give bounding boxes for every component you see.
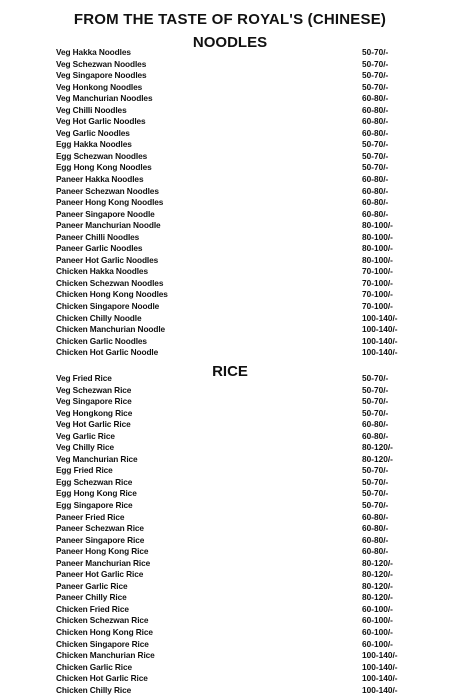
item-price: 50-70/- — [362, 465, 389, 476]
item-name: Veg Hot Garlic Noodles — [56, 116, 146, 127]
item-price: 50-70/- — [362, 396, 389, 407]
item-name: Egg Fried Rice — [56, 465, 113, 476]
menu-item-row — [56, 604, 406, 616]
item-price: 80-120/- — [362, 442, 393, 453]
item-price: 100-140/- — [362, 312, 398, 323]
menu-item-row — [56, 70, 406, 82]
item-name: Chicken Manchurian Noodle — [56, 324, 166, 335]
item-name: Veg Garlic Noodles — [56, 127, 130, 138]
item-price: 60-80/- — [362, 197, 389, 208]
item-name: Chicken Fried Rice — [56, 603, 129, 614]
menu-item-row — [56, 408, 406, 420]
item-name: Chicken Chilly Rice — [56, 684, 132, 695]
item-name: Chicken Chilly Noodle — [56, 312, 142, 323]
menu-item-row — [56, 569, 406, 581]
item-name: Paneer Chilli Noodles — [56, 231, 140, 242]
item-price: 60-80/- — [362, 93, 389, 104]
item-name: Chicken Manchurian Rice — [56, 650, 155, 661]
item-price: 50-70/- — [362, 500, 389, 511]
item-name: Veg Singapore Noodles — [56, 70, 147, 81]
item-name: Chicken Hakka Noodles — [56, 266, 148, 277]
item-price: 50-70/- — [362, 476, 389, 487]
menu-item-row — [56, 139, 406, 151]
menu-item-row — [56, 266, 406, 278]
item-price: 50-70/- — [362, 150, 389, 161]
item-name: Egg Hakka Noodles — [56, 139, 132, 150]
menu-item-row — [56, 347, 406, 359]
item-price: 80-100/- — [362, 231, 393, 242]
menu-item-row — [56, 685, 406, 697]
menu-item-row — [56, 313, 406, 325]
menu-item-row — [56, 477, 406, 489]
rice-list — [56, 373, 406, 696]
menu-item-row — [56, 116, 406, 128]
item-price: 50-70/- — [362, 488, 389, 499]
item-name: Chicken Garlic Rice — [56, 661, 133, 672]
menu-item-row — [56, 289, 406, 301]
item-name: Egg Singapore Rice — [56, 500, 133, 511]
rice-heading: RICE — [212, 363, 248, 380]
item-name: Veg Manchurian Rice — [56, 453, 138, 464]
item-price: 100-140/- — [362, 335, 398, 346]
menu-item-row — [56, 232, 406, 244]
menu-item-row — [56, 615, 406, 627]
item-name: Paneer Hakka Noodles — [56, 174, 144, 185]
item-price: 100-140/- — [362, 347, 398, 358]
item-name: Chicken Schezwan Rice — [56, 615, 149, 626]
menu-item-row — [56, 174, 406, 186]
menu-item-row — [56, 197, 406, 209]
menu-item-row — [56, 627, 406, 639]
item-price: 100-140/- — [362, 661, 398, 672]
menu-item-row — [56, 47, 406, 59]
menu-item-row — [56, 301, 406, 313]
item-price: 60-80/- — [362, 546, 389, 557]
item-price: 60-80/- — [362, 419, 389, 430]
item-name: Veg Schezwan Noodles — [56, 58, 147, 69]
item-name: Paneer Schezwan Rice — [56, 523, 144, 534]
menu-item-row — [56, 278, 406, 290]
item-name: Paneer Garlic Noodles — [56, 243, 143, 254]
menu-item-row — [56, 373, 406, 385]
menu-item-row — [56, 128, 406, 140]
menu-item-row — [56, 105, 406, 117]
menu-item-row — [56, 500, 406, 512]
item-price: 80-120/- — [362, 580, 393, 591]
menu-item-row — [56, 419, 406, 431]
menu-item-row — [56, 523, 406, 535]
item-price: 60-80/- — [362, 104, 389, 115]
menu-item-row — [56, 59, 406, 71]
item-price: 60-80/- — [362, 127, 389, 138]
menu-item-row — [56, 151, 406, 163]
item-price: 60-100/- — [362, 615, 393, 626]
menu-item-row — [56, 546, 406, 558]
menu-item-row — [56, 336, 406, 348]
menu-item-row — [56, 324, 406, 336]
item-price: 60-80/- — [362, 430, 389, 441]
menu-title: FROM THE TASTE OF ROYAL'S (CHINESE) — [73, 11, 387, 28]
menu-item-row — [56, 255, 406, 267]
item-price: 60-80/- — [362, 116, 389, 127]
item-price: 50-70/- — [362, 47, 389, 57]
menu-item-row — [56, 431, 406, 443]
menu-item-row — [56, 650, 406, 662]
item-price: 80-120/- — [362, 557, 393, 568]
menu-item-row — [56, 673, 406, 685]
item-name: Paneer Hong Kong Noodles — [56, 197, 164, 208]
menu-item-row — [56, 488, 406, 500]
noodles-list — [56, 47, 406, 359]
item-name: Veg Manchurian Noodles — [56, 93, 153, 104]
item-name: Veg Singapore Rice — [56, 396, 132, 407]
item-name: Paneer Hot Garlic Rice — [56, 569, 144, 580]
item-price: 100-140/- — [362, 673, 398, 684]
menu-item-row — [56, 385, 406, 397]
menu-item-row — [56, 220, 406, 232]
item-name: Paneer Singapore Rice — [56, 534, 145, 545]
menu-item-row — [56, 93, 406, 105]
menu-item-row — [56, 162, 406, 174]
item-price: 60-80/- — [362, 523, 389, 534]
menu-item-row — [56, 396, 406, 408]
menu-item-row — [56, 581, 406, 593]
item-name: Chicken Hot Garlic Noodle — [56, 347, 159, 358]
item-price: 50-70/- — [362, 373, 389, 383]
item-name: Chicken Hot Garlic Rice — [56, 673, 148, 684]
item-price: 100-140/- — [362, 324, 398, 335]
menu-item-row — [56, 243, 406, 255]
item-name: Paneer Manchurian Rice — [56, 557, 151, 568]
item-price: 50-70/- — [362, 81, 389, 92]
item-price: 60-80/- — [362, 511, 389, 522]
item-price: 60-100/- — [362, 638, 393, 649]
menu-item-row — [56, 592, 406, 604]
item-name: Paneer Schezwan Noodles — [56, 185, 159, 196]
menu-item-row — [56, 535, 406, 547]
item-price: 50-70/- — [362, 58, 389, 69]
item-price: 80-100/- — [362, 220, 393, 231]
item-name: Egg Hong Kong Rice — [56, 488, 137, 499]
item-name: Chicken Singapore Noodle — [56, 301, 160, 312]
item-name: Chicken Schezwan Noodles — [56, 277, 164, 288]
item-name: Paneer Hot Garlic Noodles — [56, 254, 159, 265]
item-price: 80-120/- — [362, 592, 393, 603]
item-name: Veg Chilli Noodles — [56, 104, 127, 115]
item-price: 50-70/- — [362, 407, 389, 418]
item-name: Chicken Hong Kong Rice — [56, 627, 153, 638]
item-price: 80-100/- — [362, 243, 393, 254]
menu-item-row — [56, 82, 406, 94]
menu-item-row — [56, 639, 406, 651]
item-name: Chicken Singapore Rice — [56, 638, 149, 649]
item-name: Egg Hong Kong Noodles — [56, 162, 152, 173]
item-name: Veg Garlic Rice — [56, 430, 115, 441]
item-name: Veg Hot Garlic Rice — [56, 419, 131, 430]
item-price: 70-100/- — [362, 301, 393, 312]
item-name: Paneer Fried Rice — [56, 511, 125, 522]
item-name: Veg Schezwan Rice — [56, 384, 132, 395]
item-name: Paneer Garlic Rice — [56, 580, 128, 591]
item-price: 70-100/- — [362, 266, 393, 277]
menu-item-row — [56, 465, 406, 477]
menu-item-row — [56, 186, 406, 198]
item-price: 60-80/- — [362, 534, 389, 545]
item-name: Paneer Manchurian Noodle — [56, 220, 161, 231]
item-name: Chicken Garlic Noodles — [56, 335, 147, 346]
menu-item-row — [56, 512, 406, 524]
item-name: Egg Schezwan Rice — [56, 476, 133, 487]
item-price: 80-120/- — [362, 453, 393, 464]
item-name: Paneer Chilly Rice — [56, 592, 127, 603]
menu-item-row — [56, 558, 406, 570]
item-name: Veg Hakka Noodles — [56, 47, 131, 57]
item-price: 80-120/- — [362, 569, 393, 580]
item-price: 50-70/- — [362, 384, 389, 395]
item-price: 50-70/- — [362, 162, 389, 173]
item-price: 70-100/- — [362, 277, 393, 288]
item-price: 70-100/- — [362, 289, 393, 300]
item-name: Paneer Hong Kong Rice — [56, 546, 149, 557]
noodles-heading: NOODLES — [192, 34, 268, 51]
item-name: Paneer Singapore Noodle — [56, 208, 155, 219]
item-name: Veg Chilly Rice — [56, 442, 114, 453]
item-name: Veg Hongkong Rice — [56, 407, 133, 418]
item-name: Veg Honkong Noodles — [56, 81, 143, 92]
item-price: 80-100/- — [362, 254, 393, 265]
item-name: Egg Schezwan Noodles — [56, 150, 148, 161]
item-name: Chicken Hong Kong Noodles — [56, 289, 168, 300]
menu-item-row — [56, 454, 406, 466]
item-price: 60-80/- — [362, 185, 389, 196]
item-price: 50-70/- — [362, 70, 389, 81]
item-price: 60-80/- — [362, 208, 389, 219]
item-price: 60-80/- — [362, 174, 389, 185]
item-price: 60-100/- — [362, 603, 393, 614]
item-name: Veg Fried Rice — [56, 373, 112, 383]
menu-item-row — [56, 442, 406, 454]
item-price: 100-140/- — [362, 684, 398, 695]
menu-item-row — [56, 662, 406, 674]
item-price: 50-70/- — [362, 139, 389, 150]
menu-item-row — [56, 209, 406, 221]
item-price: 60-100/- — [362, 627, 393, 638]
item-price: 100-140/- — [362, 650, 398, 661]
